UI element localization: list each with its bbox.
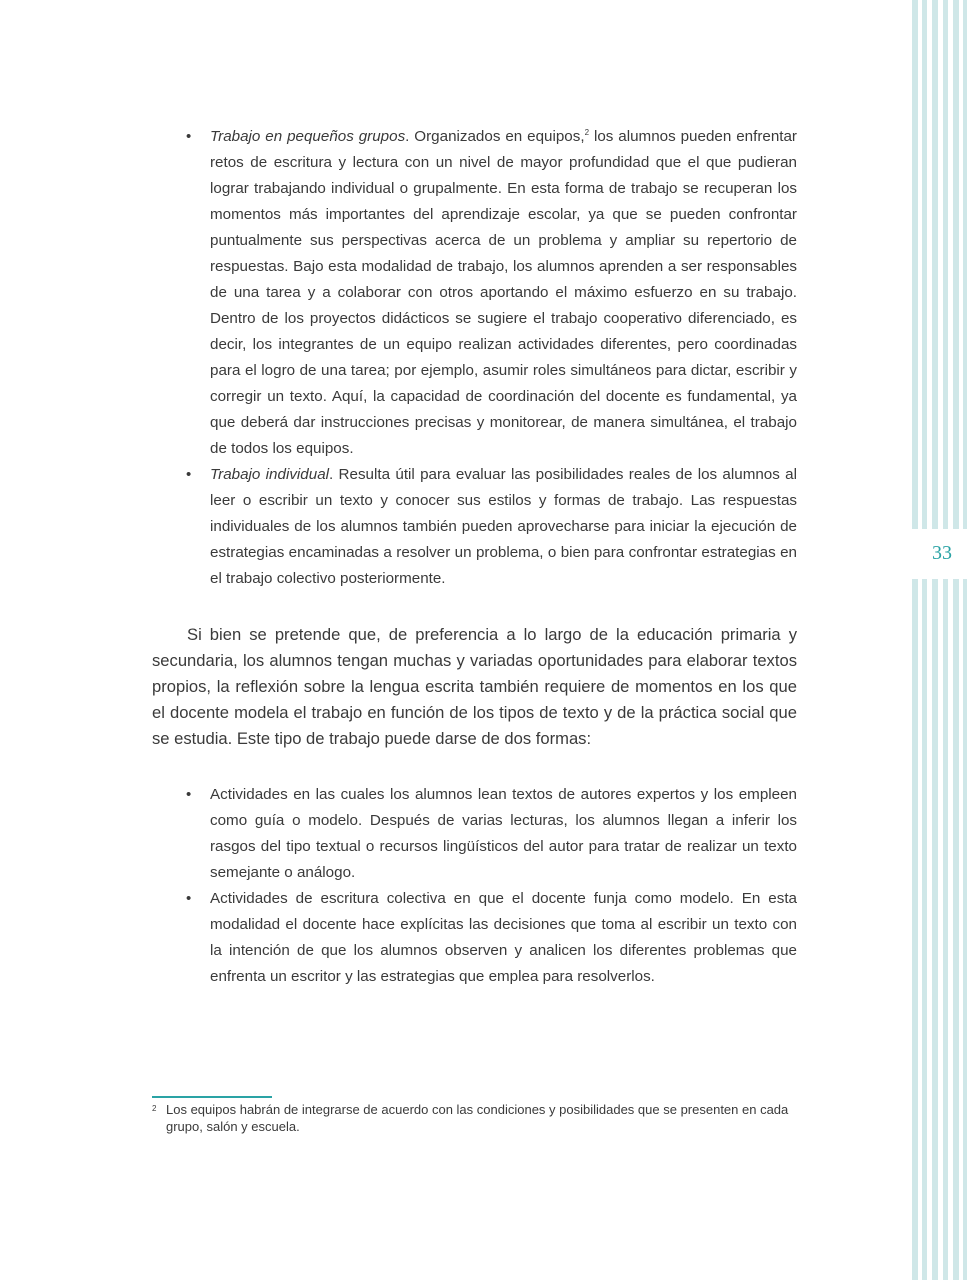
bullet-list-model-forms <box>152 782 797 990</box>
footnote <box>152 1101 797 1135</box>
list-item: • Actividades de escritura colectiva en que el docente funja como modelo. En esta modalidad el docente hace explícitas las decisiones que toma al escribir un texto con la intención de que los alumnos observen y analicen los diferentes problemas que enfrenta un escritor y las estrategias que emplea para resolverlos. <box>152 886 797 990</box>
bullet-icon: • <box>186 466 192 483</box>
page-number: 33 <box>932 542 952 564</box>
list-item: • Trabajo individual. Resulta útil para evaluar las posibilidades reales de los alumnos al leer o escribir un texto y conocer sus estilos y formas de trabajo. Las respuestas individuales de los alumnos también pueden aprovecharse para iniciar la ejecución de estrategias encaminadas a resolver un problema, o bien para confrontar estrategias en el trabajo colectivo posteriormente. <box>152 462 797 592</box>
bullet-list-work-modes <box>152 124 797 592</box>
footnote-text: Los equipos habrán de integrarse de acuerdo con las condiciones y posibilidades que se presenten en cada grupo, salón y escuela. <box>166 1102 789 1134</box>
bullet-icon: • <box>186 128 192 145</box>
list-item-term: Trabajo en pequeños grupos <box>210 128 406 145</box>
footnote-ref: 2 <box>584 128 590 137</box>
list-item: • Trabajo en pequeños grupos. Organizados en equipos,$^2$ los alumnos pueden enfrentar retos de escritura y lectura con un nivel de mayor profundidad que el que pudieran lograr trabajando individual o grupalmente. En esta forma de trabajo se recuperan los momentos más importantes del aprendizaje escolar, ya que se pueden confrontar puntualmente sus perspectivas acerca de un problema y ampliar su repertorio de respuestas. Bajo esta modalidad de trabajo, los alumnos aprenden a ser responsables de una tarea y a colaborar con otros aportando el máximo esfuerzo en su trabajo. Dentro de los proyectos didácticos se sugiere el trabajo cooperativo diferenciado, es decir, los integrantes de un equipo realizan actividades diferentes, pero coordinadas para el logro de una tarea; por ejemplo, asumir roles simultáneos para dictar, escribir y corregir un texto. Aquí, la capacidad de coordinación del docente es fundamental, ya que deberá dar instrucciones precisas y monitorear, de manera simultánea, el trabajo de todos los equipos. <box>152 124 797 462</box>
list-item: • Actividades en las cuales los alumnos lean textos de autores expertos y los empleen como guía o modelo. Después de varias lecturas, los alumnos llegan a inferir los rasgos del tipo textual o recursos lingüísticos del autor para tratar de realizar un texto semejante o análogo. <box>152 782 797 886</box>
footnote-divider <box>152 1096 272 1098</box>
bullet-icon: • <box>186 890 192 907</box>
body-paragraph: Si bien se pretende que, de preferencia a lo largo de la educación primaria y secundaria, los alumnos tengan muchas y variadas oportunidades para elaborar textos propios, la reflexión sobre la lengua escrita también requiere de momentos en los que el docente modela el trabajo en función de los tipos de texto y de la práctica social que se estudia. Este tipo de trabajo puede darse de dos formas: <box>152 625 797 748</box>
list-item-term: Trabajo individual <box>210 466 330 483</box>
main-text <box>152 124 797 990</box>
bullet-icon: • <box>186 786 192 803</box>
decorative-margin-stripes <box>912 0 972 1280</box>
footnote-mark: 2 <box>152 1104 157 1113</box>
